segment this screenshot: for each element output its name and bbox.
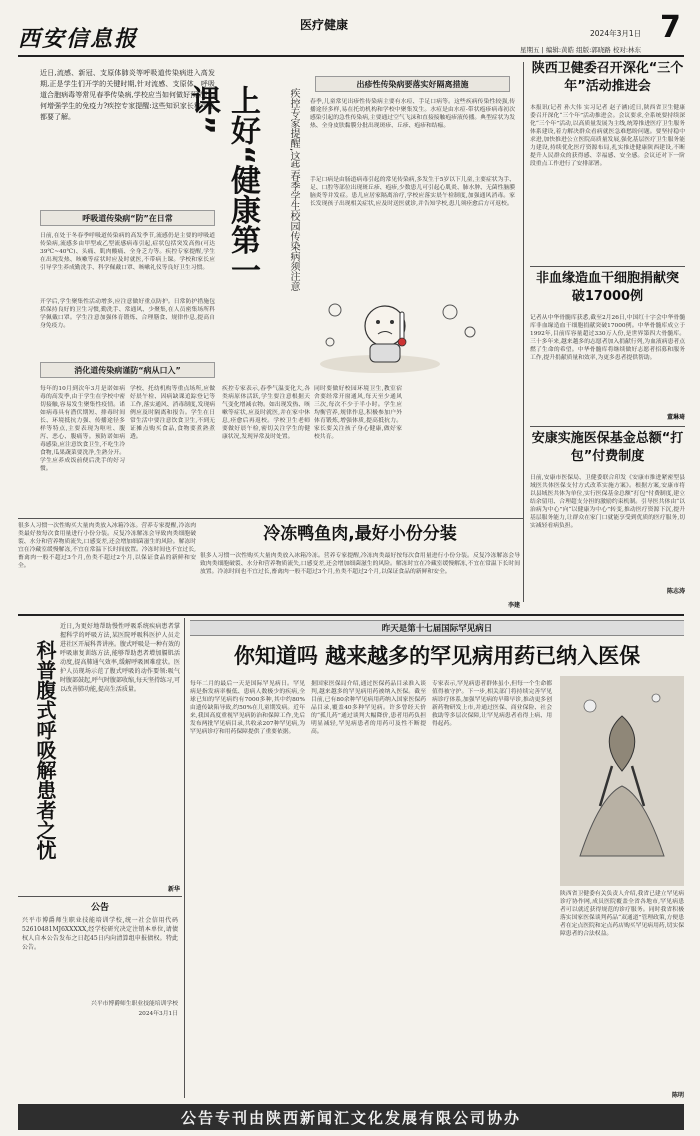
donation-headline: 非血缘造血干细胞捐献突破17000例 [535, 271, 679, 304]
masthead-date: 2024年3月1日 [590, 29, 642, 38]
rare-col-1: 每年二月的最后一天是国际罕见病日。罕见病是指发病率极低、患病人数极少的疾病,全球已知的罕见病约有7000多种,其中约80%由遗传缺陷导致,约50%在儿童期发病。近年来,我国高度重视罕见病防治和保障工作,先后发布两批罕见病目录,共收录207种罕见病,为罕见病诊疗和用药保障提供了重要依据。 [190, 681, 305, 735]
rare-author: 陈明 [671, 1092, 684, 1099]
ankang-text: 日前,安康市医保局、卫健委联合印发《安康市推进紧密型县域医共体医保支付方式改革实施方案》。根据方案,安康市将以县域医共体为单位,实行医保基金总额“打包”付费制度,建立结余留用、合理超支分担的激励约束机制。引导医共体由“以治病为中心”向“以健康为中心”转变,推动医疗资源下沉,提升基层服务能力,让群众在家门口就能享受到优质的医疗服务,切实减轻看病负担。 [530, 475, 685, 529]
headline-story-text-1: 疾控专家表示,春季气温变化大,各类病原体活跃,学生要注意根据天气变化增减衣物。如出现发热、咳嗽等症状,应及时就医,并在家中休息,痊愈后再返校。学校卫生老师要做好晨午检,密切关注学生的健康状况,发现异常及时处置。 [222, 386, 310, 440]
bottom-section-rule [18, 614, 684, 616]
newspaper-logo: 西安信息报 [18, 26, 139, 52]
respiratory-text-1: 日前,在处于冬春季呼吸道传染病的高发季节,流感仍是主要的呼吸道传染病,流感多由甲型或乙型流感病毒引起,症状包括突发高热(可达39℃~40℃)、头痛、肌肉酸痛、全身乏力等。疾控专家提醒,学生在出现发热、咳嗽等症状时应及时就医,不带病上课。学校和家长应引导学生养成勤洗手、科学佩戴口罩、咳嗽礼仪等良好卫生习惯。 [40, 233, 215, 271]
column-divider [523, 62, 524, 602]
notice-rule [18, 896, 182, 897]
rare-kicker: 昨天是第十七届国际罕见病日 [190, 620, 684, 636]
shaanxi-headline: 陕西卫健委召开深化“三个年”活动推进会 [531, 61, 684, 94]
subheading-rash: 出疹性传染病要落实好隔离措施 [315, 76, 510, 92]
vertical-headline-title: 上好“健康第一课” [185, 85, 260, 285]
masthead-editors: 星期五 | 编辑:黄皓 组版:郭晓路 校对:林东 [520, 46, 642, 54]
respiratory-text-2: 开学后,学生聚集性活动增多,应注意做好重点防护。日常防护措施包括保持良好的卫生习惯,勤洗手、常通风、少聚集,在人员密集场所科学佩戴口罩。学生注意加强体育锻炼、合理膳食、规律作息,提高自身免疫力。 [40, 299, 215, 329]
notice-text: 兴平市博爵师生职业技能培训学校,统一社会信用代码52610481MJ6XXXXX,经学校研究决定注销本单位,请债权人自本公告发布之日起45日内向清算组申报债权。特此公告。 [22, 917, 178, 951]
notice-org: 兴平市博爵师生职业技能培训学校 [91, 1001, 178, 1007]
vertical-article-text: 近日,为更好地帮助慢性呼吸系统疾病患者掌握科学的呼吸方法,某医院呼吸科医护人员走进社区开展科普讲座。腹式呼吸是一种有效的呼吸康复训练方法,能够帮助患者增加膈肌活动度,提高肺通气效率,缓解呼吸困难症状。医护人员现场示范了腹式呼吸的动作要领:吸气时腹部鼓起,呼气时腹部收缩,每天坚持练习,可以改善肺功能,提高生活质量。 [60, 623, 180, 693]
section-divider-mid [18, 518, 523, 519]
notice-date: 2024年3月1日 [138, 1011, 178, 1017]
rare-col-2: 据国家医保局介绍,通过医保药品目录准入谈判,越来越多的罕见病用药被纳入医保。截至目前,已有80余种罕见病用药纳入国家医保药品目录,覆盖40多种罕见病。许多曾经天价的“孤儿药”通过谈判大幅降价,患者用药负担明显减轻,罕见病患者的用药可及性不断提高。 [311, 681, 426, 735]
donation-text: 记者从中华骨髓库获悉,截至2月26日,中国红十字会中华骨髓库非血缘造血干细胞捐献突破17000例。中华骨髓库成立于1992年,目前库容量超过330万人份,是世界第四大骨髓库。三十多年来,越来越多的志愿者加入捐献行列,为血液病患者点燃了生命的希望。中华骨髓库将继续做好志愿者招募和服务工作,提升捐献质量和效率,为更多患者提供帮助。 [530, 315, 685, 361]
rare-divider [184, 618, 185, 1098]
rare-illustration [560, 676, 684, 886]
section-title: 医疗健康 [300, 18, 349, 32]
vertical-article-author: 新华 [167, 886, 180, 893]
page-number: 7 [660, 10, 681, 45]
masthead-rule [18, 55, 684, 57]
cartoon-illustration [300, 282, 510, 378]
notice-title: 公告 [90, 903, 109, 913]
duck-headline: 冷冻鸭鱼肉,最好小份分装 [263, 524, 457, 544]
vertical-headline-tag: 疾控专家提醒,这些春季学生校园传染病须注意 [288, 88, 299, 292]
digestive-text-1: 每年的10月到次年3月是诺如病毒的高发季,由于学生在学校中密切接触,容易发生聚集性疫情。诺如病毒具有潜伏期短、排毒时间长、环境抵抗力强、传播途径多样等特点,主要表现为呕吐、腹泻、恶心、腹痛等。预防诺如病毒感染,应注意饮食卫生,不吃生冷食物,瓜果蔬菜要洗净,生熟分开。学生应养成饭前便后洗手的好习惯。 [40, 386, 125, 472]
rash-text-2: 手足口病是由肠道病毒引起的常见传染病,多发生于5岁以下儿童,主要症状为手、足、口腔等部位出现斑丘疹、疱疹,少数患儿可引起心肌炎、肺水肿、无菌性脑膜脑炎等并发症。患儿应居家隔离治疗,学校应落实晨午检制度,加强通风消毒。家长发现孩子出现相关症状,应及时送医就诊,并告知学校,患儿须痊愈后方可返校。 [310, 177, 515, 207]
footer-banner [18, 1104, 684, 1130]
shaanxi-text: 本报讯(记者 孙大伟 实习记者 赵子涵)近日,陕西省卫生健康委召开深化“三个年”活动推进会。会议要求,全系统要持续深化“三个年”活动,以高质量发展为主线,统筹推进医疗卫生服务体系建设,着力解决群众看病就医急难愁盼问题。要坚持稳中求进,加快推进公立医院高质量发展,强化基层医疗卫生服务能力建设,持续优化医疗资源布局,扎实推进健康陕西建设,不断提升人民群众的获得感、幸福感、安全感。会议还对下一阶段重点工作进行了安排部署。 [530, 105, 685, 167]
right-divider-2 [530, 426, 685, 427]
rare-col-3: 专家表示,罕见病患者群体虽小,但每一个生命都值得被守护。下一步,相关部门将持续完善罕见病诊疗体系,加强罕见病的早筛早诊,推动更多创新药物研发上市,并通过医保、商业保险、社会救助等多层次保障,让罕见病患者看得上病、用得起药。 [432, 681, 552, 727]
subheading-respiratory: 呼吸道传染病“防”在日常 [40, 210, 215, 226]
ankang-author: 陈志涛 [666, 588, 685, 595]
right-divider-1 [530, 266, 685, 267]
footer-text: 公告专刊由陕西新闻汇文化发展有限公司协办 [180, 1108, 521, 1127]
rare-headline: 你知道吗 越来越多的罕见病用药已纳入医保 [233, 644, 641, 668]
donation-author: 董琳琦 [666, 414, 685, 421]
digestive-text-2: 学校、托幼机构等重点场所,应做好晨午检、因病缺课追踪登记等工作,落实通风、消毒制度,发现病例应及时隔离和报告。学生在日常生活中要注意饮食卫生,不到无证摊点购买食品,食物要煮熟煮透。 [130, 386, 215, 440]
duck-text-right: 很多人习惯一次性购买大量肉类放入冰箱冷冻。营养专家提醒,冷冻肉类最好按每次食用量进行小份分装。反复冷冻解冻会导致肉类细胞破裂、水分和营养物质流失,口感变差,还会增加细菌滋生的风险。解冻时宜在冷藏室缓慢解冻,不宜在常温下长时间放置。冷冻时间也不宜过长,畜禽肉一般不超过3个月,鱼类不超过2个月,以保证食品的新鲜和安全。 [200, 553, 520, 575]
rash-text-1: 春季,儿童常见出疹性传染病主要有水痘、手足口病等。这些疾病传染性较强,传播途径多样,易在托幼机构和学校中聚集发生。水痘是由水痘-带状疱疹病毒初次感染引起的急性传染病,主要通过空气飞沫和直接接触疱疹液传播。典型症状为发热、全身皮肤黏膜分批出现斑疹、丘疹、疱疹和结痂。 [310, 99, 515, 129]
masthead [0, 0, 700, 60]
vertical-article-title: 科普腹式呼吸解患者之忧 [33, 640, 57, 860]
intro-paragraph: 近日,流感、新冠、支原体肺炎等呼吸道传染病进入高发期,正是学生们开学的关键时期,针对流感、支原体、呼吸道合胞病毒等常见春季传染病,学校应当如何做好预防?如何增强学生的免疫力?疾控专家提醒:这些知识家长和学生都要了解。 [40, 69, 215, 121]
rare-col-4: 陕西省卫健委有关负责人介绍,我省已建立罕见病诊疗协作网,成员医院覆盖全省各地市,罕见病患者可以就近获得规范的诊疗服务。同时我省积极落实国家医保谈判药品“双通道”管理政策,方便患者在定点医院和定点药店购买罕见病用药,切实保障患者的合法权益。 [560, 891, 684, 937]
duck-author: 李建 [507, 602, 520, 609]
ankang-headline: 安康实施医保基金总额“打包”付费制度 [531, 431, 684, 464]
headline-story-text-2: 同时要做好校园环境卫生,教室宿舍要经常开窗通风,每天至少通风三次,每次不少于半小时。学生应均衡营养,规律作息,积极参加户外体育锻炼,增强体质,提高抵抗力。家长要关注孩子身心健康,做好家校共育。 [314, 386, 402, 440]
duck-text-left: 很多人习惯一次性购买大量肉类放入冰箱冷冻。营养专家提醒,冷冻肉类最好按每次食用量进行小份分装。反复冷冻解冻会导致肉类细胞破裂、水分和营养物质流失,口感变差,还会增加细菌滋生的风险。解冻时宜在冷藏室缓慢解冻,不宜在常温下长时间放置。冷冻时间也不宜过长,畜禽肉一般不超过3个月,鱼类不超过2个月,以保证食品的新鲜和安全。 [18, 523, 196, 569]
subheading-digestive: 消化道传染病谨防“病从口入” [40, 362, 215, 378]
